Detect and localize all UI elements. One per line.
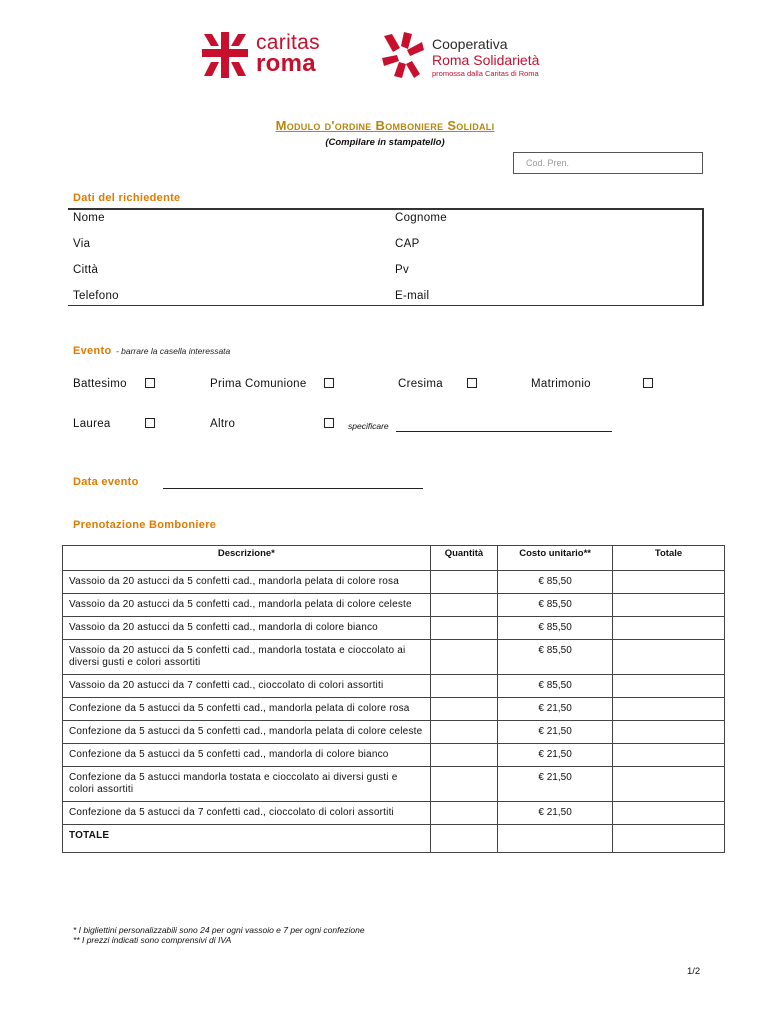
caritas-cross-icon [200,32,250,78]
table-row [63,744,725,767]
field-email[interactable]: E-mail [395,290,430,302]
row-unit-price: € 21,50 [498,698,613,721]
field-citta[interactable]: Città [73,264,99,276]
row-quantity-cell[interactable] [430,721,497,744]
row-quantity-cell[interactable] [430,698,497,721]
caritas-logo-line1: caritas [256,31,320,54]
row-total-cell[interactable] [613,744,725,767]
evento-battesimo-label: Battesimo [73,378,127,390]
table-row [63,594,725,617]
table-row [63,767,725,802]
data-evento-heading: Data evento [73,476,139,488]
row-quantity-cell[interactable] [430,744,497,767]
caritas-roma-logo [200,30,330,80]
row-total-cell[interactable] [613,675,725,698]
evento-subheading: - barrare la casella interessata [115,346,231,356]
table-header-row [63,546,725,571]
row-quantity-cell[interactable] [430,594,497,617]
table-row [63,640,725,675]
evento-laurea-label: Laurea [73,418,111,430]
evento-altro-label: Altro [210,418,236,430]
bomboniere-table [62,545,725,853]
cooperativa-cross-icon [380,32,426,78]
row-description: Confezione da 5 astucci da 7 confetti cad., cioccolato di colori assortiti [63,802,431,825]
richiedente-box [68,208,704,306]
row-unit-price: € 21,50 [498,744,613,767]
field-nome[interactable]: Nome [73,212,105,224]
specificare-label: specificare [348,421,389,431]
richiedente-heading: Dati del richiedente [73,192,181,204]
evento-heading: Evento [73,345,112,357]
evento-matrimonio-checkbox[interactable] [643,378,653,388]
row-unit-price: € 85,50 [498,617,613,640]
row-quantity-cell[interactable] [430,802,497,825]
row-total-cell[interactable] [613,617,725,640]
total-quantity-cell[interactable] [430,825,497,853]
row-description: Vassoio da 20 astucci da 5 confetti cad., mandorla di colore bianco [63,617,431,640]
footnote-iva: ** I prezzi indicati sono comprensivi di IVA [73,935,232,945]
cooperativa-logo [380,30,550,80]
row-quantity-cell[interactable] [430,675,497,698]
evento-prima-comunione-label: Prima Comunione [210,378,307,390]
field-pv[interactable]: Pv [395,264,410,276]
table-total-row [63,825,725,853]
header-costo-unitario: Costo unitario** [498,546,613,571]
row-quantity-cell[interactable] [430,571,497,594]
coop-logo-line1: Cooperativa [432,36,508,52]
specificare-line[interactable] [396,431,612,432]
evento-battesimo-checkbox[interactable] [145,378,155,388]
row-description: Vassoio da 20 astucci da 5 confetti cad., mandorla pelata di colore celeste [63,594,431,617]
table-row [63,698,725,721]
header-descrizione: Descrizione* [63,546,431,571]
row-total-cell[interactable] [613,767,725,802]
row-description: Confezione da 5 astucci mandorla tostata e cioccolato ai diversi gusti e colori assortiti [63,767,431,802]
field-cognome[interactable]: Cognome [395,212,447,224]
total-label: TOTALE [63,825,431,853]
row-unit-price: € 21,50 [498,802,613,825]
field-cap[interactable]: CAP [395,238,420,250]
row-description: Vassoio da 20 astucci da 5 confetti cad., mandorla pelata di colore rosa [63,571,431,594]
cod-pren-field[interactable]: Cod. Pren. [513,152,703,174]
evento-matrimonio-label: Matrimonio [531,378,591,390]
row-description: Confezione da 5 astucci da 5 confetti cad., mandorla di colore bianco [63,744,431,767]
coop-logo-line2: Roma Solidarietà [432,52,540,68]
row-unit-price: € 85,50 [498,594,613,617]
row-total-cell[interactable] [613,571,725,594]
row-total-cell[interactable] [613,721,725,744]
footnote-bigliettini: * I bigliettini personalizzabili sono 24 per ogni vassoio e 7 per ogni confezione [73,925,365,935]
row-unit-price: € 85,50 [498,675,613,698]
table-row [63,675,725,698]
caritas-logo-line2: roma [256,50,316,77]
field-telefono[interactable]: Telefono [73,290,119,302]
page-subtitle: (Compilare in stampatello) [325,137,445,148]
row-total-cell[interactable] [613,640,725,675]
row-unit-price: € 85,50 [498,571,613,594]
coop-logo-line3: promossa dalla Caritas di Roma [432,69,539,78]
row-quantity-cell[interactable] [430,640,497,675]
evento-prima-comunione-checkbox[interactable] [324,378,334,388]
evento-cresima-checkbox[interactable] [467,378,477,388]
table-row [63,802,725,825]
field-via[interactable]: Via [73,238,91,250]
table-row [63,721,725,744]
row-unit-price: € 21,50 [498,767,613,802]
row-description: Vassoio da 20 astucci da 5 confetti cad., mandorla tostata e cioccolato ai diversi gusti e colori assortiti [63,640,431,675]
evento-heading-row [73,341,230,359]
row-description: Confezione da 5 astucci da 5 confetti cad., mandorla pelata di colore celeste [63,721,431,744]
row-quantity-cell[interactable] [430,767,497,802]
prenotazione-heading: Prenotazione Bomboniere [73,519,217,531]
header-quantita: Quantità [430,546,497,571]
row-unit-price: € 85,50 [498,640,613,675]
page-number: 1/2 [687,966,701,977]
row-unit-price: € 21,50 [498,721,613,744]
total-amount-cell[interactable] [613,825,725,853]
row-total-cell[interactable] [613,698,725,721]
row-description: Vassoio da 20 astucci da 7 confetti cad., cioccolato di colori assortiti [63,675,431,698]
data-evento-line[interactable] [163,488,423,489]
evento-laurea-checkbox[interactable] [145,418,155,428]
evento-altro-checkbox[interactable] [324,418,334,428]
table-row [63,571,725,594]
page-title: Modulo d'ordine Bomboniere Solidali [275,118,495,133]
evento-cresima-label: Cresima [398,378,443,390]
total-unit-cell [498,825,613,853]
row-total-cell[interactable] [613,594,725,617]
row-quantity-cell[interactable] [430,617,497,640]
row-total-cell[interactable] [613,802,725,825]
header-totale: Totale [613,546,725,571]
row-description: Confezione da 5 astucci da 5 confetti cad., mandorla pelata di colore rosa [63,698,431,721]
table-row [63,617,725,640]
